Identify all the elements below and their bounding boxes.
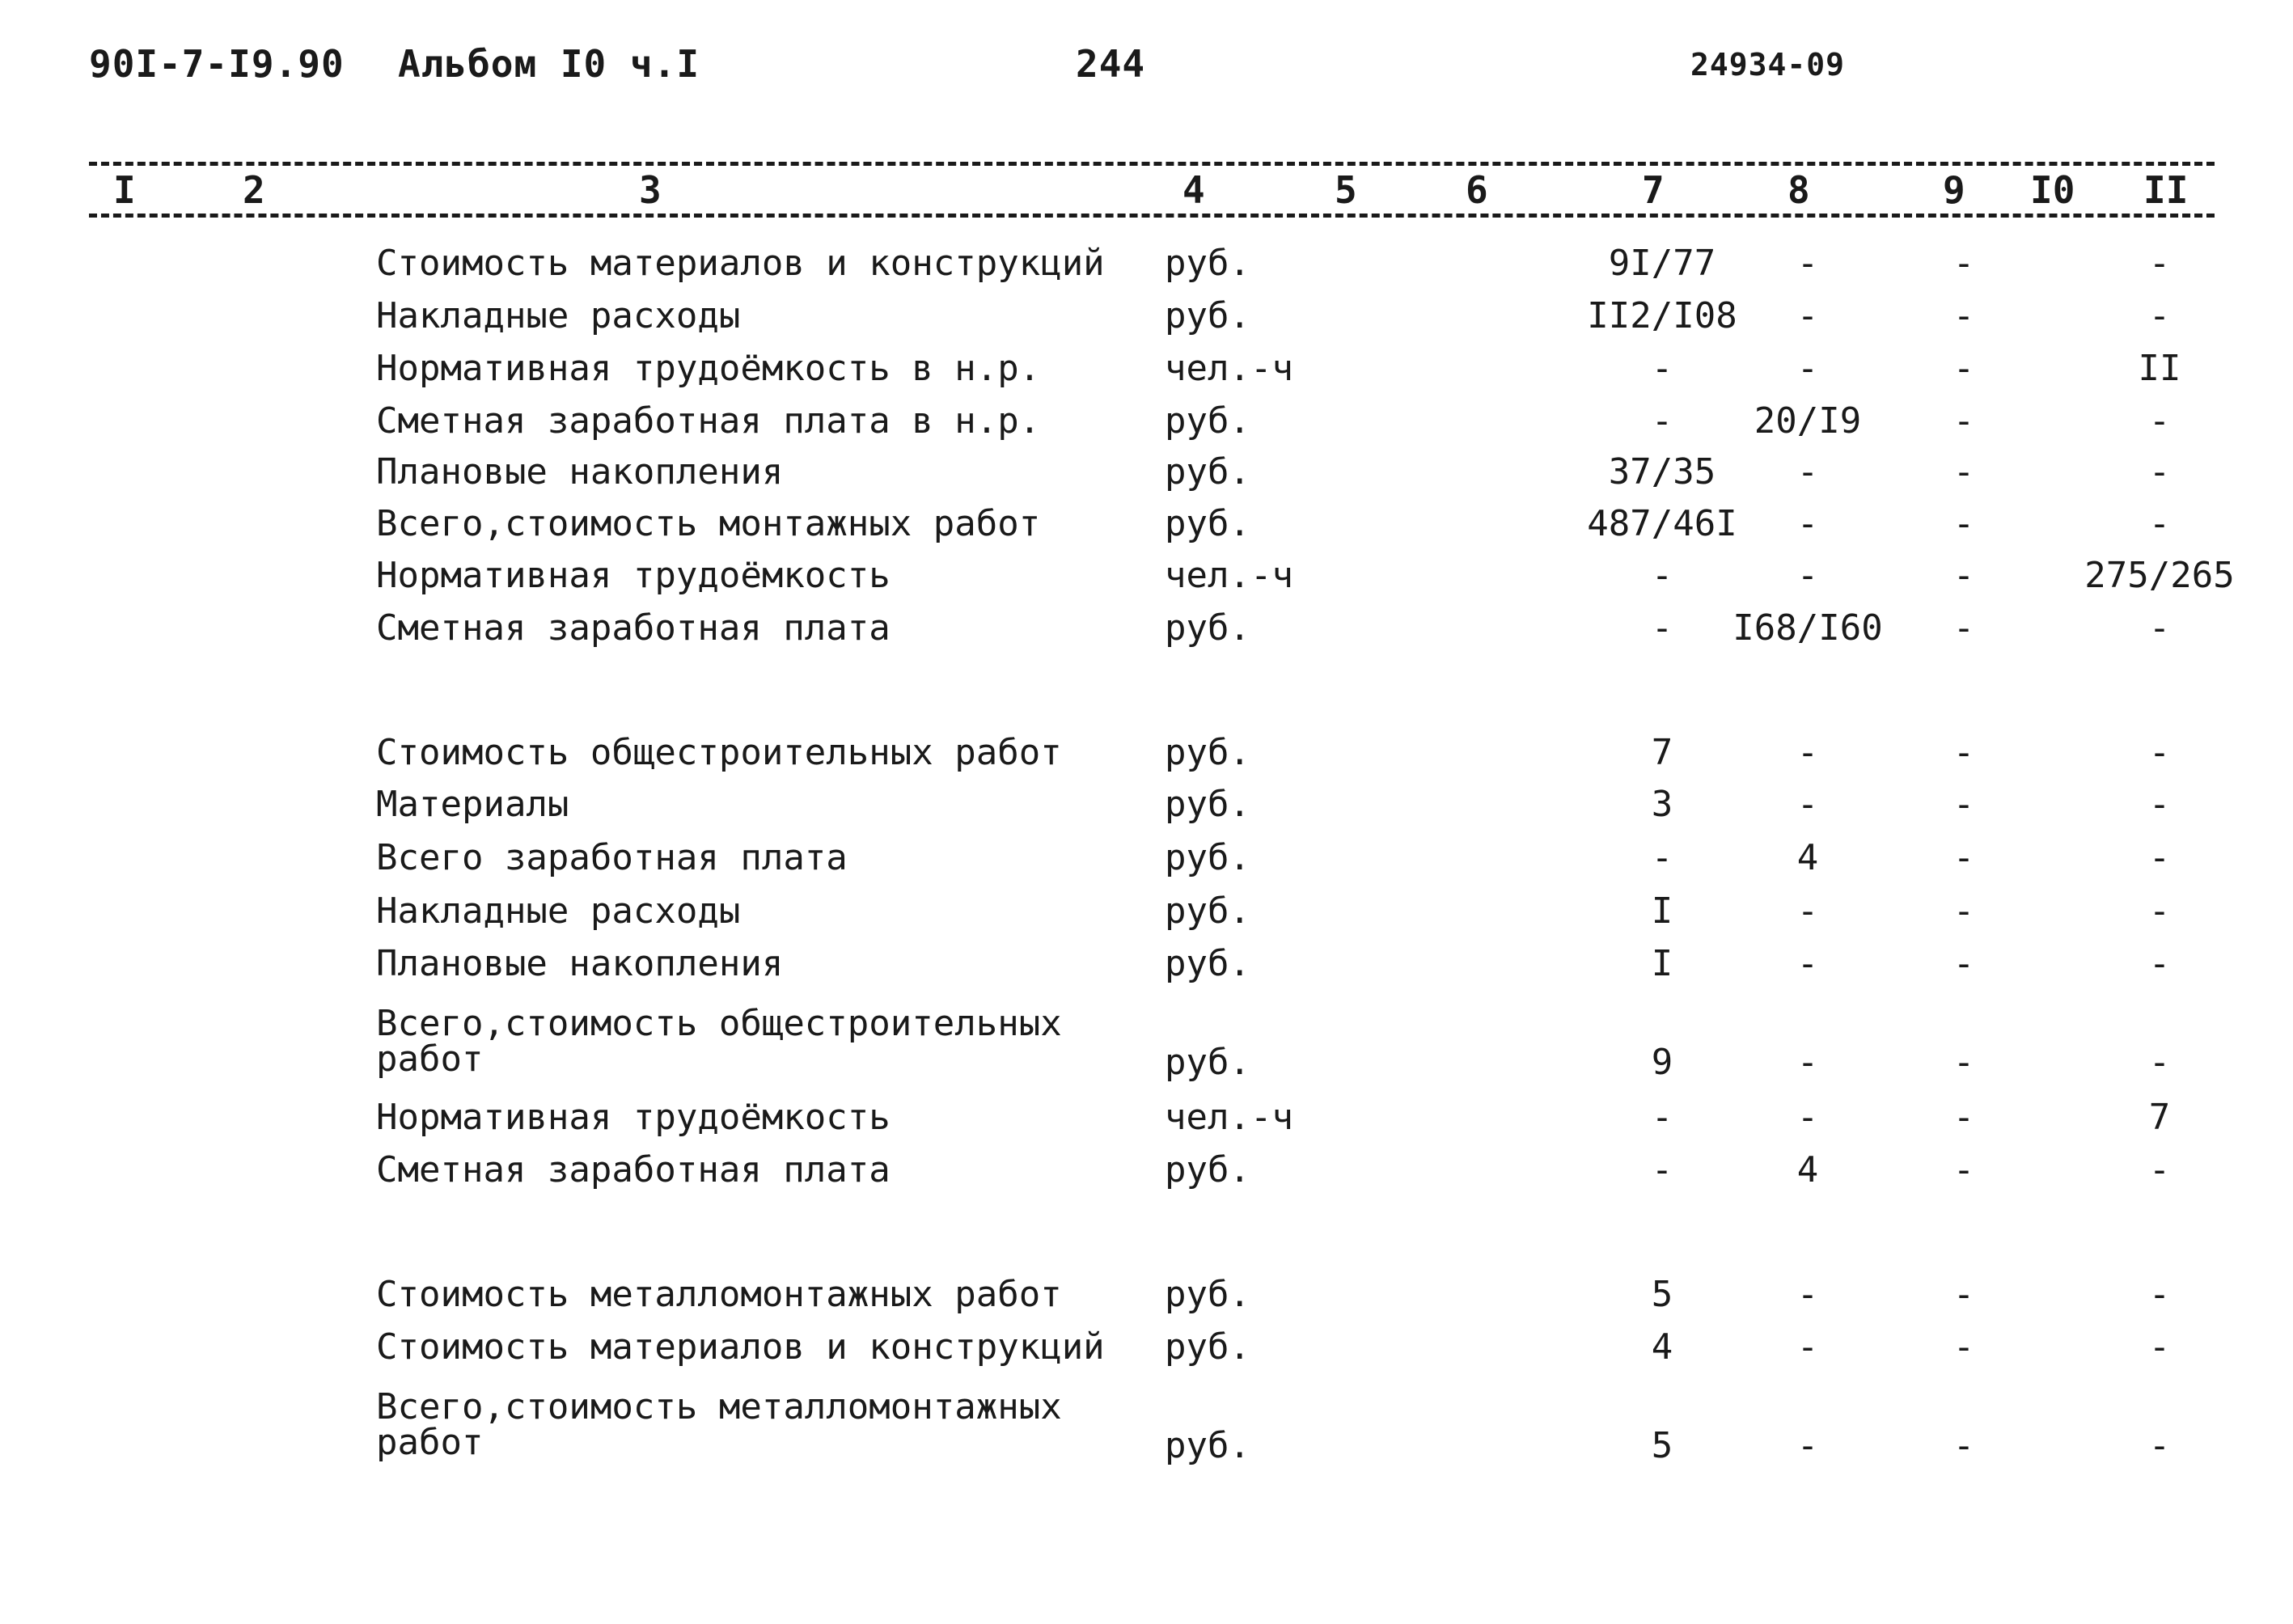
col-7-value: 5 [1651,1274,1673,1315]
row-unit: руб. [1165,400,1250,442]
table-row [0,1326,2293,1375]
table-row [0,295,2293,344]
row-name: Нормативная трудоёмкость [376,555,891,596]
table-row [0,1149,2293,1198]
header-rule-bottom [89,214,2215,218]
col-11-value: - [2148,503,2171,544]
col-11-value: - [2148,784,2171,825]
col-8-value: - [1796,451,1819,493]
col-8-value: - [1796,1097,1819,1138]
page-number: 244 [1076,42,1146,86]
row-unit: руб. [1165,732,1250,773]
row-name: Сметная заработная плата [376,607,891,649]
row-name: Плановые накопления [376,451,784,493]
row-unit: руб. [1165,243,1250,284]
col-7-value: I [1651,943,1673,984]
col-11-value: - [2148,837,2171,878]
column-number: 5 [1335,168,1357,212]
table-row [0,451,2293,500]
row-name: Всего,стоимость металломонтажных работ [376,1386,1062,1463]
row-unit: руб. [1165,503,1250,544]
col-8-value: - [1796,1042,1819,1083]
row-unit: чел.-ч [1165,348,1293,389]
col-7-value: I [1651,890,1673,932]
row-name: Всего,стоимость общестроительных работ [376,1003,1062,1080]
row-name: Материалы [376,784,569,825]
row-unit: руб. [1165,890,1250,932]
album-label: Альбом I0 ч.I [398,42,700,86]
row-name: Нормативная трудоёмкость в н.р. [376,348,1041,389]
table-row [0,890,2293,939]
col-9-value: - [1952,607,1975,649]
col-11-value: - [2148,1425,2171,1466]
col-11-value: - [2148,607,2171,649]
row-name: Накладные расходы [376,295,741,336]
table-row [0,784,2293,832]
col-8-value: 4 [1796,837,1819,878]
column-number: 9 [1943,168,1965,212]
table-row [0,1097,2293,1145]
row-name: Сметная заработная плата [376,1149,891,1191]
col-7-value: 4 [1651,1326,1673,1368]
col-7-value: 37/35 [1608,451,1716,493]
col-7-value: II2/I08 [1587,295,1737,336]
col-7-value: - [1651,837,1673,878]
col-8-value: - [1796,732,1819,773]
col-8-value: I68/I60 [1732,607,1883,649]
column-number: 2 [243,168,265,212]
col-7-value: 9I/77 [1608,243,1716,284]
row-name: Всего,стоимость монтажных работ [376,503,1041,544]
col-9-value: - [1952,943,1975,984]
column-number: 4 [1182,168,1205,212]
row-name: Стоимость материалов и конструкций [376,243,1105,284]
col-11-value: - [2148,732,2171,773]
column-number: 8 [1787,168,1810,212]
table-row [0,348,2293,396]
table-row [0,1003,2293,1083]
table-row [0,503,2293,552]
table-row [0,400,2293,449]
col-7-value: - [1651,348,1673,389]
row-unit: руб. [1165,295,1250,336]
col-7-value: - [1651,400,1673,442]
col-11-value: - [2148,890,2171,932]
row-name: Стоимость общестроительных работ [376,732,1062,773]
col-9-value: - [1952,837,1975,878]
row-name: Накладные расходы [376,890,741,932]
col-11-value: - [2148,243,2171,284]
col-8-value: - [1796,295,1819,336]
col-7-value: 487/46I [1587,503,1737,544]
col-11-value: - [2148,943,2171,984]
row-name: Сметная заработная плата в н.р. [376,400,1041,442]
col-8-value: - [1796,555,1819,596]
document-code: 90I-7-I9.90 [89,42,345,86]
col-11-value: - [2148,451,2171,493]
row-unit: руб. [1165,837,1250,878]
row-unit: руб. [1165,1326,1250,1368]
table-row [0,1274,2293,1322]
col-11-value: 7 [2148,1097,2171,1138]
col-11-value: 275/265 [2084,555,2235,596]
col-8-value: - [1796,503,1819,544]
row-name: Нормативная трудоёмкость [376,1097,891,1138]
col-7-value: - [1651,1149,1673,1191]
row-unit: руб. [1165,1042,1250,1083]
col-8-value: 20/I9 [1754,400,1862,442]
column-number: I0 [2030,168,2075,212]
col-7-value: - [1651,1097,1673,1138]
column-number: I [113,168,136,212]
row-unit: руб. [1165,1149,1250,1191]
col-8-value: - [1796,943,1819,984]
column-number: 7 [1642,168,1665,212]
col-8-value: - [1796,1326,1819,1368]
col-9-value: - [1952,784,1975,825]
col-9-value: - [1952,243,1975,284]
row-unit: руб. [1165,943,1250,984]
row-unit: руб. [1165,607,1250,649]
col-9-value: - [1952,890,1975,932]
table-row [0,943,2293,992]
header-rule-top [89,162,2215,166]
col-11-value: - [2148,1149,2171,1191]
col-7-value: 5 [1651,1425,1673,1466]
col-11-value: - [2148,1326,2171,1368]
table-row [0,555,2293,603]
table-row [0,243,2293,291]
row-unit: чел.-ч [1165,1097,1293,1138]
row-unit: руб. [1165,1425,1250,1466]
col-9-value: - [1952,1097,1975,1138]
row-name: Стоимость материалов и конструкций [376,1326,1105,1368]
col-8-value: - [1796,348,1819,389]
row-name: Плановые накопления [376,943,784,984]
col-9-value: - [1952,1425,1975,1466]
column-number: 6 [1466,168,1488,212]
col-11-value: - [2148,1042,2171,1083]
col-11-value: - [2148,295,2171,336]
row-unit: чел.-ч [1165,555,1293,596]
col-9-value: - [1952,555,1975,596]
col-9-value: - [1952,400,1975,442]
col-7-value: - [1651,607,1673,649]
row-name: Стоимость металломонтажных работ [376,1274,1062,1315]
table-row [0,837,2293,886]
col-8-value: - [1796,243,1819,284]
row-unit: руб. [1165,784,1250,825]
col-9-value: - [1952,1042,1975,1083]
row-name: Всего заработная плата [376,837,848,878]
col-11-value: II [2138,348,2181,389]
col-9-value: - [1952,1274,1975,1315]
col-11-value: - [2148,1274,2171,1315]
row-unit: руб. [1165,1274,1250,1315]
col-7-value: 7 [1651,732,1673,773]
col-9-value: - [1952,451,1975,493]
col-8-value: - [1796,890,1819,932]
col-9-value: - [1952,732,1975,773]
col-8-value: - [1796,784,1819,825]
col-9-value: - [1952,1326,1975,1368]
col-9-value: - [1952,295,1975,336]
col-8-value: - [1796,1274,1819,1315]
row-unit: руб. [1165,451,1250,493]
col-9-value: - [1952,348,1975,389]
col-7-value: 9 [1651,1042,1673,1083]
col-9-value: - [1952,503,1975,544]
registration-number: 24934-09 [1690,47,1846,82]
column-number: 3 [639,168,662,212]
col-8-value: 4 [1796,1149,1819,1191]
table-row [0,1386,2293,1466]
col-9-value: - [1952,1149,1975,1191]
table-row [0,607,2293,656]
col-11-value: - [2148,400,2171,442]
col-7-value: 3 [1651,784,1673,825]
col-7-value: - [1651,555,1673,596]
col-8-value: - [1796,1425,1819,1466]
table-row [0,732,2293,780]
column-number: II [2143,168,2189,212]
